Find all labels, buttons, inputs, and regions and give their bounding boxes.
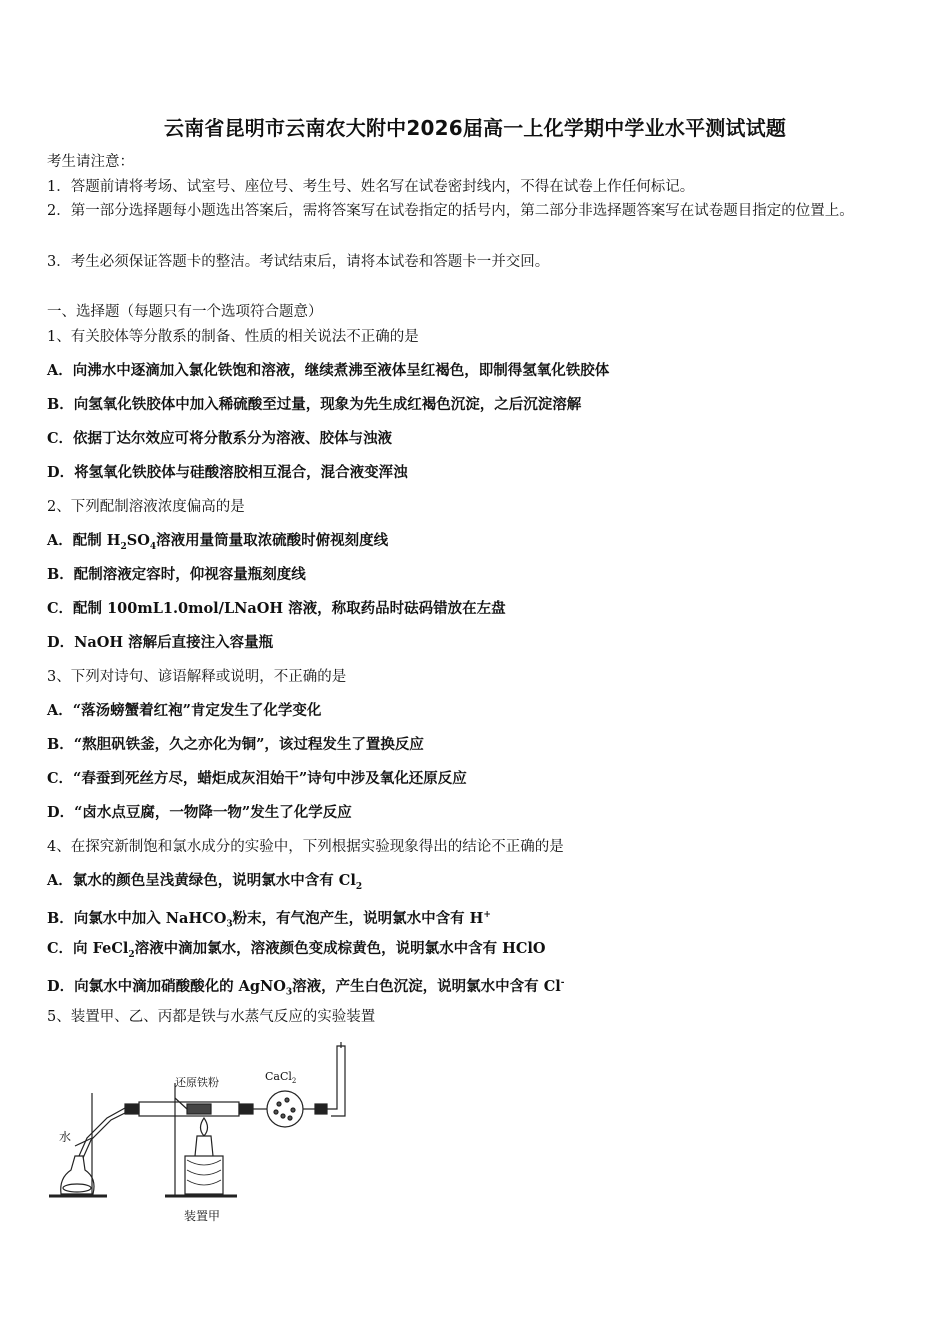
question-2-option-d: D．NaOH 溶解后直接注入容量瓶: [47, 634, 274, 651]
question-2-option-c: C．配制 100mL1.0mol/LNaOH 溶液，称取药品时砝码错放在左盘: [47, 600, 506, 617]
apparatus-diagram: [47, 1038, 367, 1228]
label-water: 水: [59, 1130, 72, 1144]
page-title: 云南省昆明市云南农大附中2026届高一上化学期中学业水平测试试题: [163, 116, 787, 140]
question-3-stem: 3、下列对诗句、谚语解释或说明，不正确的是: [47, 669, 347, 685]
notice-item-1: 1．答题前请将考场、试室号、座位号、考生号、姓名写在试卷密封线内，不得在试卷上作任何标记。: [47, 179, 695, 195]
question-1-option-c: C．依据丁达尔效应可将分散系分为溶液、胶体与浊液: [47, 430, 393, 447]
question-2-option-a: A．配制 $H_2SO_4$溶液用量筒量取浓硫酸时俯视刻度线: [47, 532, 389, 552]
notice-item-2: 2．第一部分选择题每小题选出答案后，需将答案写在试卷指定的括号内，第二部分非选择题答案写在试卷题目指定的位置上。: [47, 203, 854, 219]
notice-heading: 考生请注意：: [47, 154, 134, 170]
section-heading: 一、选择题（每题只有一个选项符合题意）: [47, 304, 323, 320]
label-cacl2: CaCl$_2$: [265, 1070, 297, 1085]
label-iron-powder: 还原铁粉: [175, 1076, 219, 1089]
question-4-stem: 4、在探究新制饱和氯水成分的实验中，下列根据实验现象得出的结论不正确的是: [47, 839, 564, 855]
question-1-option-b: B．向氢氧化铁胶体中加入稀硫酸至过量，现象为先生成红褐色沉淀，之后沉淀溶解: [47, 396, 582, 413]
question-3-option-b: B．“熬胆矾铁釜，久之亦化为铜”，该过程发生了置换反应: [47, 736, 424, 753]
question-4-option-c: C．向 FeCl$_2$溶液中滴加氯水，溶液颜色变成棕黄色，说明氯水中含有 HClO: [47, 940, 546, 960]
question-2-option-b: B．配制溶液定容时，仰视容量瓶刻度线: [47, 566, 306, 583]
question-3-option-a: A．“落汤螃蟹着红袍”肯定发生了化学变化: [47, 702, 322, 719]
question-3-option-c: C．“春蚕到死丝方尽，蜡炬成灰泪始干”诗句中涉及氧化还原反应: [47, 770, 467, 787]
question-4-option-d: D．向氯水中滴加硝酸酸化的 AgNO$_3$溶液，产生白色沉淀，说明氯水中含有 Cl-: [47, 977, 565, 998]
question-1-option-a: A．向沸水中逐滴加入氯化铁饱和溶液，继续煮沸至液体呈红褐色，即制得氢氧化铁胶体: [47, 362, 610, 379]
question-4-option-a: A．氯水的颜色呈浅黄绿色，说明氯水中含有 $Cl_2$: [47, 872, 363, 892]
question-4-option-b: B．向氯水中加入 NaHCO$_3$粉末，有气泡产生，说明氯水中含有 H+: [47, 909, 491, 930]
diagram-caption: 装置甲: [184, 1209, 221, 1223]
question-1-option-d: D．将氢氧化铁胶体与硅酸溶胶相互混合，混合液变浑浊: [47, 464, 408, 481]
question-3-option-d: D．“卤水点豆腐，一物降一物”发生了化学反应: [47, 804, 352, 821]
question-5-stem: 5、装置甲、乙、丙都是铁与水蒸气反应的实验装置: [47, 1009, 376, 1025]
question-1-stem: 1、有关胶体等分散系的制备、性质的相关说法不正确的是: [47, 329, 419, 345]
notice-item-3: 3．考生必须保证答题卡的整洁。考试结束后，请将本试卷和答题卡一并交回。: [47, 254, 550, 270]
question-2-stem: 2、下列配制溶液浓度偏高的是: [47, 499, 245, 515]
